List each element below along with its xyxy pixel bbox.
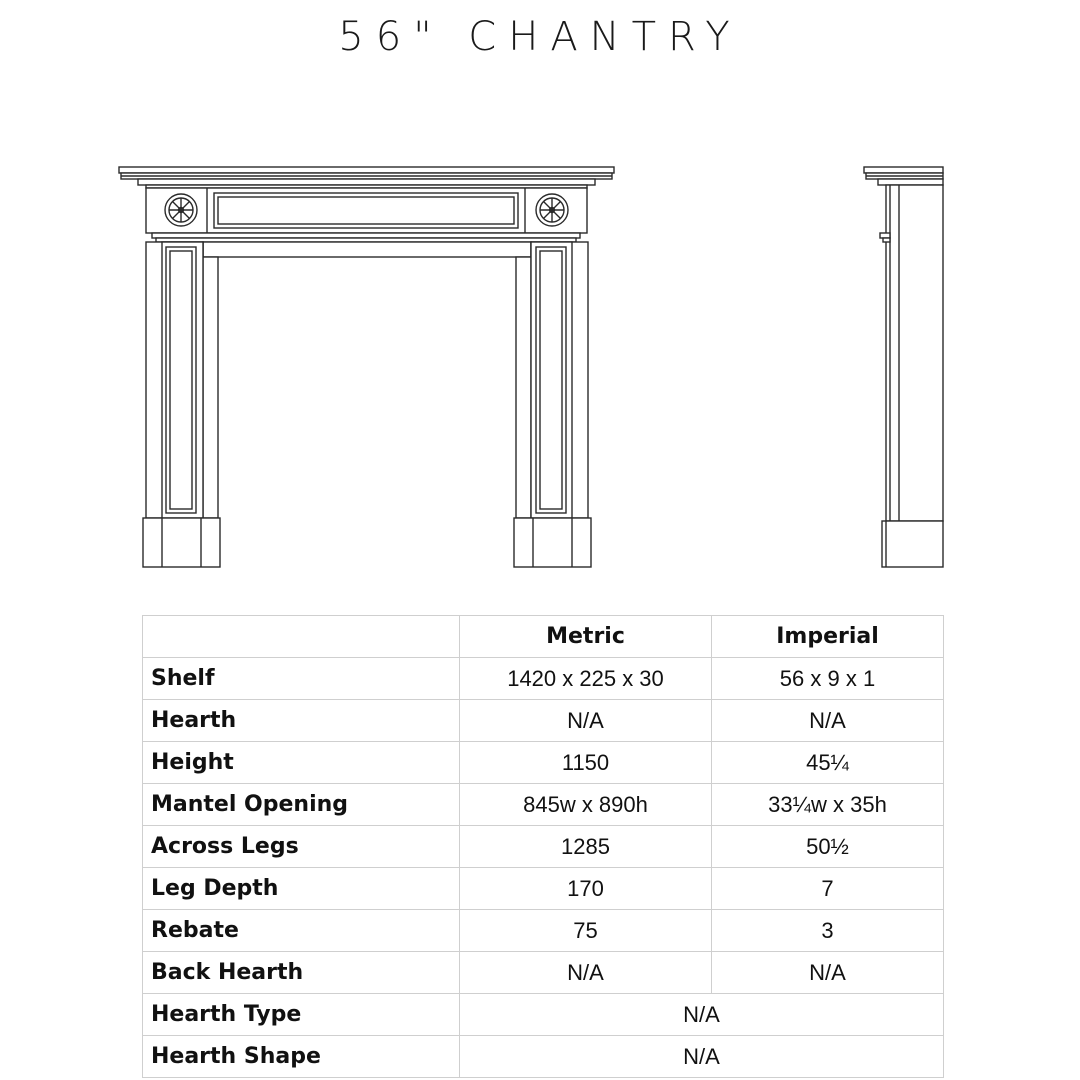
- row-label: Rebate: [143, 910, 460, 952]
- imperial-value: 3: [712, 910, 944, 952]
- side-elevation: [864, 167, 943, 567]
- row-label: Mantel Opening: [143, 784, 460, 826]
- metric-value: 170: [460, 868, 712, 910]
- row-label: Hearth: [143, 700, 460, 742]
- rosette-left: [165, 194, 197, 226]
- imperial-value: 7: [712, 868, 944, 910]
- row-label: Back Hearth: [143, 952, 460, 994]
- imperial-value: 33¼w x 35h: [712, 784, 944, 826]
- table-row: [143, 658, 944, 700]
- merged-value: N/A: [460, 1036, 944, 1078]
- header-blank: [143, 616, 460, 658]
- metric-value: 1285: [460, 826, 712, 868]
- table-row: [143, 952, 944, 994]
- table-row: [143, 826, 944, 868]
- table-row: [143, 910, 944, 952]
- row-label: Hearth Type: [143, 994, 460, 1036]
- imperial-value: N/A: [712, 952, 944, 994]
- merged-value: N/A: [460, 994, 944, 1036]
- table-row: [143, 700, 944, 742]
- table-header-row: [143, 616, 944, 658]
- specifications-table: [142, 615, 944, 1078]
- rosette-right: [536, 194, 568, 226]
- metric-value: 1150: [460, 742, 712, 784]
- table-row: [143, 994, 944, 1036]
- imperial-value: N/A: [712, 700, 944, 742]
- row-label: Height: [143, 742, 460, 784]
- metric-value: 1420 x 225 x 30: [460, 658, 712, 700]
- metric-value: 75: [460, 910, 712, 952]
- row-label: Hearth Shape: [143, 1036, 460, 1078]
- imperial-value: 56 x 9 x 1: [712, 658, 944, 700]
- imperial-value: 50½: [712, 826, 944, 868]
- header-imperial: Imperial: [712, 616, 944, 658]
- row-label: Shelf: [143, 658, 460, 700]
- table-row: [143, 1036, 944, 1078]
- metric-value: N/A: [460, 700, 712, 742]
- row-label: Leg Depth: [143, 868, 460, 910]
- front-elevation: [119, 167, 614, 567]
- header-metric: Metric: [460, 616, 712, 658]
- row-label: Across Legs: [143, 826, 460, 868]
- metric-value: 845w x 890h: [460, 784, 712, 826]
- page-title: 56" CHANTRY: [338, 14, 742, 60]
- table-row: [143, 784, 944, 826]
- table-row: [143, 868, 944, 910]
- table-row: [143, 742, 944, 784]
- metric-value: N/A: [460, 952, 712, 994]
- imperial-value: 45¼: [712, 742, 944, 784]
